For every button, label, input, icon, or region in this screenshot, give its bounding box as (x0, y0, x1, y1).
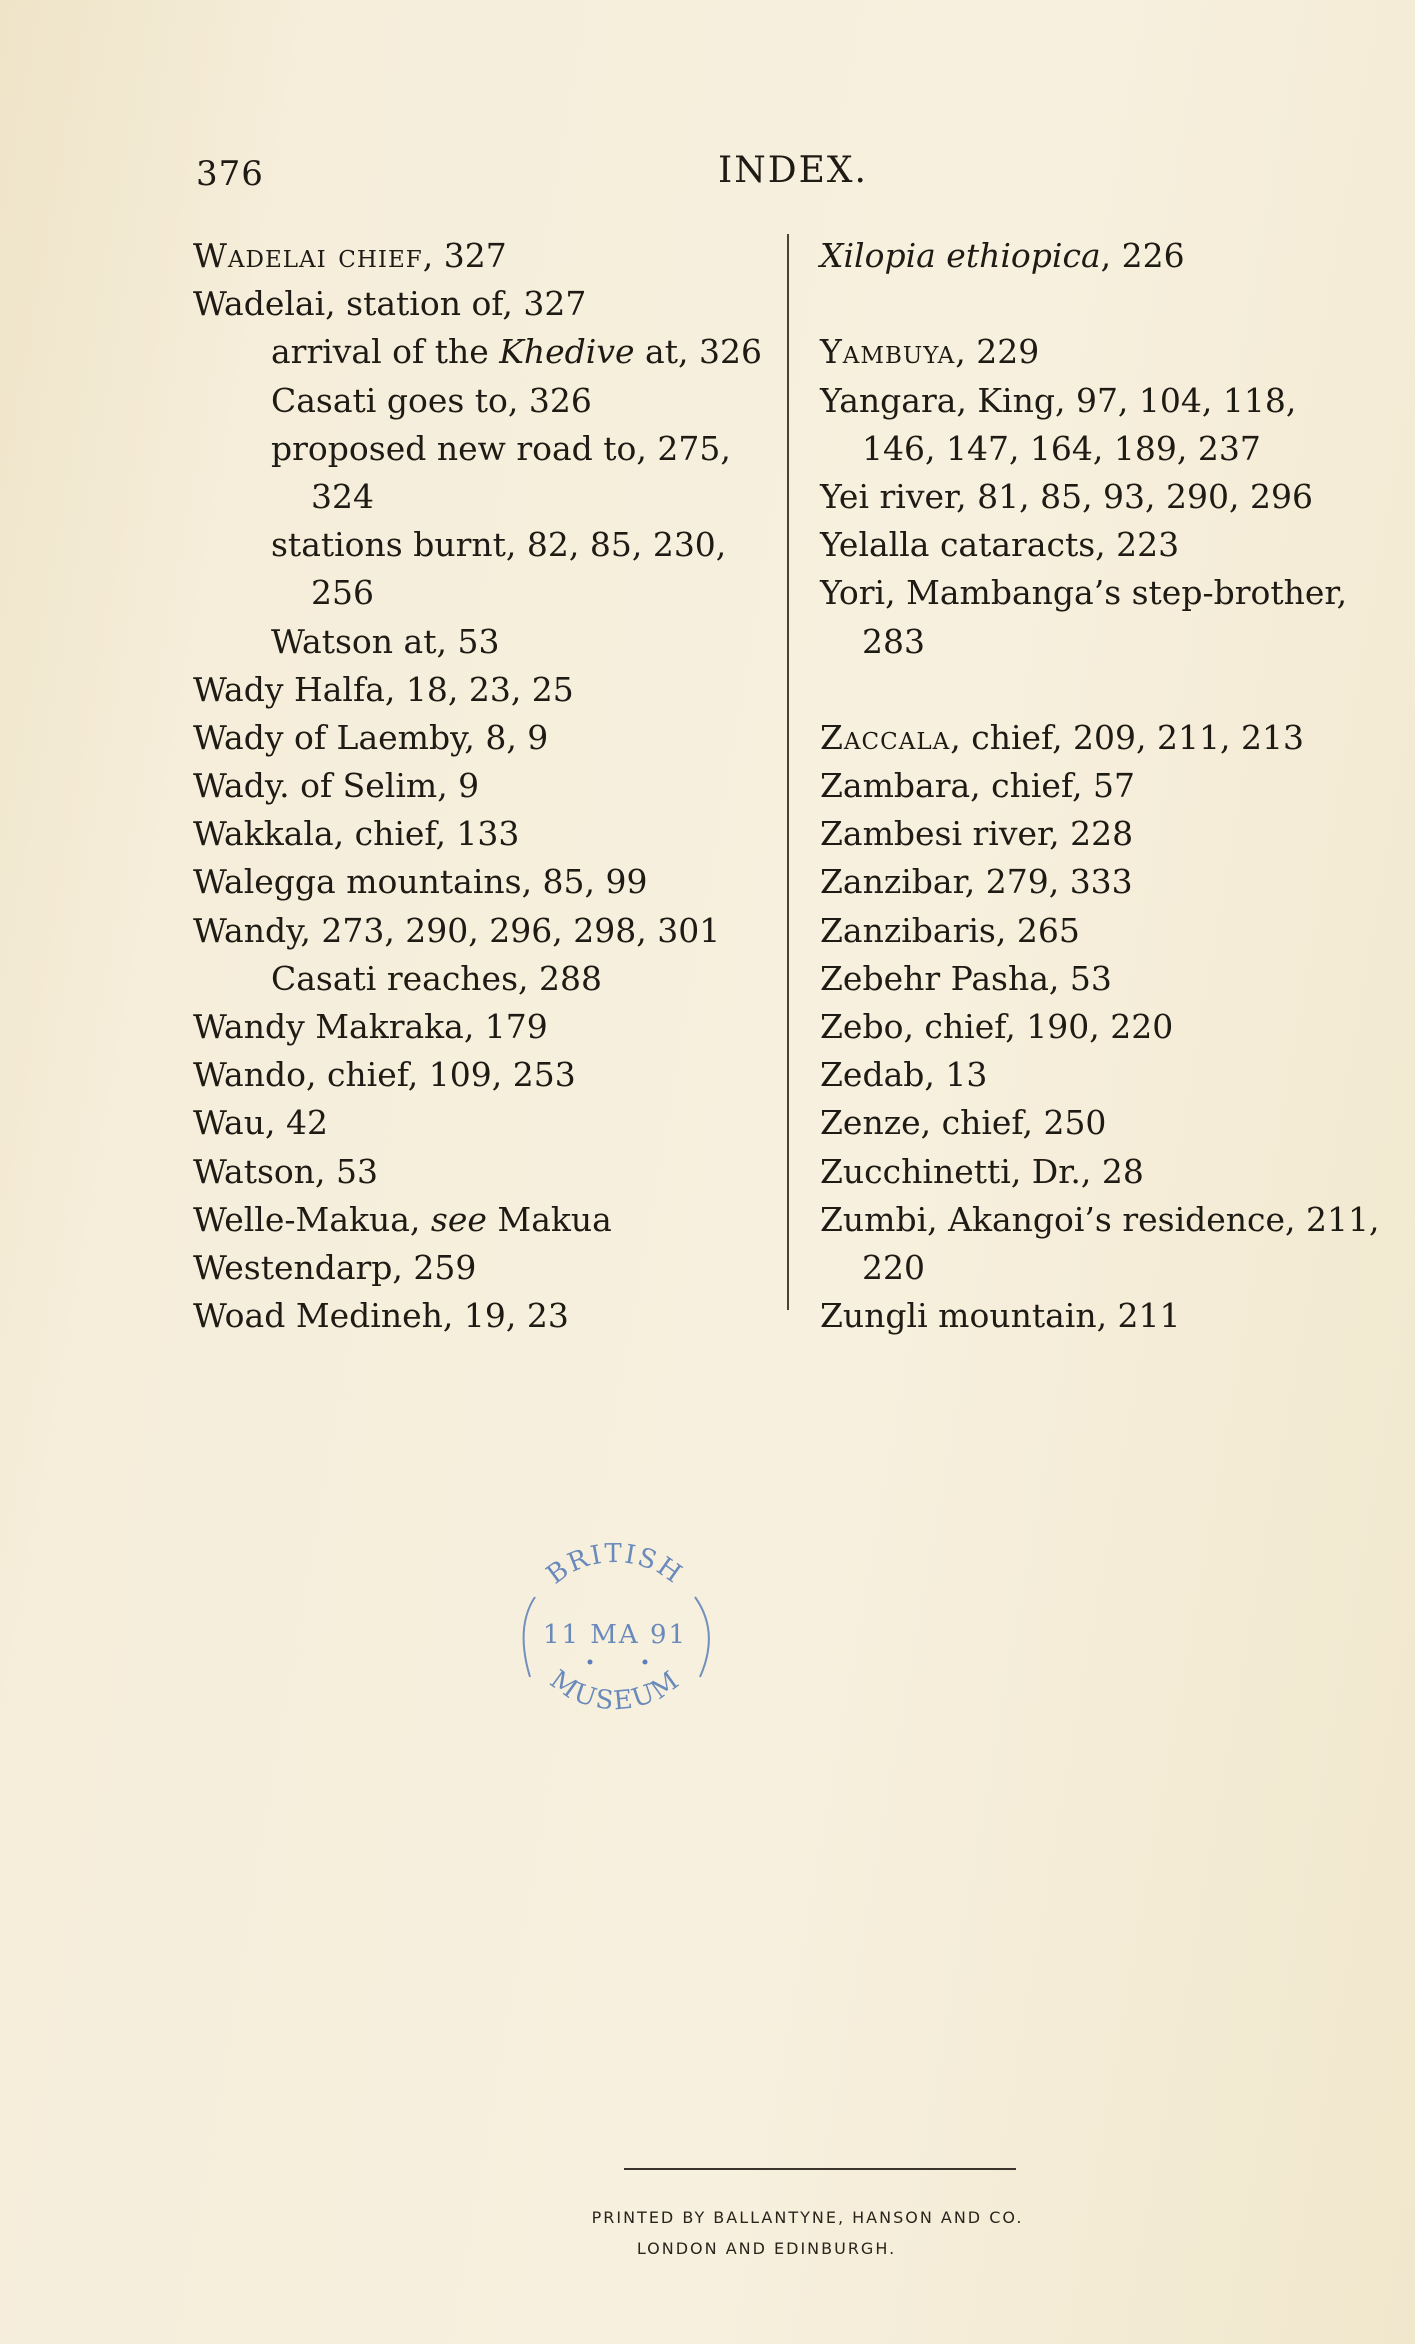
index-subentry (193, 618, 773, 666)
printer-location: LONDON AND EDINBURGH. (636, 2239, 897, 2258)
index-entry-text: Wakkala, chief, 133 (193, 814, 520, 854)
index-entry (193, 714, 773, 762)
index-entry (193, 666, 773, 714)
index-entry (193, 858, 773, 906)
index-entry-text: at, 326 (634, 332, 762, 372)
index-entry (820, 1196, 1405, 1244)
index-subentry (820, 618, 1405, 666)
index-entry (820, 907, 1405, 955)
index-entry-text: 146, 147, 164, 189, 237 (862, 428, 1261, 468)
index-entry-text: Zanzibar, 279, 333 (820, 862, 1133, 902)
index-entry (820, 762, 1405, 810)
index-entry (820, 473, 1405, 521)
index-entry (193, 1196, 773, 1244)
index-entry-text: , chief, 209, 211, 213 (950, 717, 1304, 757)
index-subentry (193, 425, 773, 473)
index-entry (193, 1051, 773, 1099)
index-entry-text: Wady Halfa, 18, 23, 25 (193, 669, 574, 709)
index-subentry (193, 569, 773, 617)
index-entry (193, 232, 773, 280)
index-entry-text: Wadelai, station of, 327 (193, 284, 587, 324)
index-entry-text: Zambara, chief, 57 (820, 766, 1135, 806)
index-entry-text: , 327 (422, 236, 507, 275)
index-subentry (820, 425, 1405, 473)
index-entry-text: Zanzibaris, 265 (820, 910, 1080, 950)
index-entry-text: Wando, chief, 109, 253 (193, 1055, 576, 1095)
index-entry-text: , 229 (955, 332, 1040, 372)
index-entry (193, 1003, 773, 1051)
index-entry-text: 220 (862, 1247, 925, 1287)
footer-rule (624, 2168, 1016, 2170)
index-entry (193, 1244, 773, 1292)
index-entry (820, 1148, 1405, 1196)
index-entry (193, 280, 773, 328)
index-entry-text: Zumbi, Akangoi’s residence, 211, (820, 1199, 1380, 1239)
index-gap (820, 666, 1405, 714)
index-entry-text: Zucchinetti, Dr., 28 (820, 1151, 1144, 1191)
index-entry (820, 858, 1405, 906)
index-entry-text: , 226 (1100, 236, 1185, 275)
index-entry-text: Zambesi river, 228 (820, 814, 1134, 854)
index-entry-text: 324 (311, 476, 374, 516)
index-entry-text: Watson, 53 (193, 1151, 379, 1191)
index-entry-text: Casati goes to, 326 (271, 380, 592, 420)
stamp-date: 11 MA 91 (542, 1620, 688, 1650)
index-entry (820, 1099, 1405, 1147)
index-entry-text: Zenze, chief, 250 (820, 1103, 1107, 1143)
index-entry-text: Wady. of Selim, 9 (193, 766, 480, 806)
stamp-bottom-text: MUSEUM (544, 1664, 686, 1717)
index-entry (820, 810, 1405, 858)
british-museum-stamp-icon (505, 1537, 725, 1717)
index-entry-text: Wadelai chief (193, 236, 423, 275)
index-entry-text: see (430, 1199, 487, 1239)
index-subentry (820, 1244, 1405, 1292)
index-entry-text: Wandy Makraka, 179 (193, 1007, 548, 1046)
index-entry-text: Welle-Makua, (193, 1199, 431, 1239)
index-entry-text: Xilopia ethiopica (820, 236, 1101, 275)
index-entry-text: 283 (862, 621, 925, 661)
index-entry-text: arrival of the (271, 332, 500, 372)
index-entry (820, 377, 1405, 425)
stamp-top-text: BRITISH (541, 1538, 689, 1591)
index-subentry (193, 328, 773, 376)
index-entry (820, 569, 1405, 617)
index-entry (193, 1292, 773, 1340)
index-entry-text: Zedab, 13 (820, 1055, 988, 1095)
index-entry (820, 1003, 1405, 1051)
index-entry (193, 1148, 773, 1196)
index-entry-text: Watson at, 53 (271, 621, 500, 661)
index-entry (193, 907, 773, 955)
index-entry-text: Wau, 42 (193, 1103, 328, 1143)
index-entry-text: 256 (311, 573, 374, 613)
printer-line: PRINTED BY BALLANTYNE, HANSON AND CO. (591, 2208, 1024, 2227)
index-subentry (193, 521, 773, 569)
index-entry-text: Zaccala (820, 717, 951, 757)
index-entry (820, 1292, 1405, 1340)
index-entry-text: Yelalla cataracts, 223 (820, 525, 1180, 565)
index-entry-text: Khedive (499, 332, 635, 372)
index-entry-text: Zebehr Pasha, 53 (820, 958, 1112, 998)
index-entry (820, 521, 1405, 569)
index-entry (820, 714, 1405, 762)
index-entry-text: Wady of Laemby, 8, 9 (193, 717, 549, 757)
index-subentry (193, 377, 773, 425)
index-entry-text: stations burnt, 82, 85, 230, (271, 525, 727, 565)
index-entry-text: Walegga mountains, 85, 99 (193, 862, 648, 902)
index-entry-text: Zebo, chief, 190, 220 (820, 1007, 1174, 1046)
index-subentry (193, 955, 773, 1003)
index-entry (193, 810, 773, 858)
index-entry-text: proposed new road to, 275, (271, 428, 731, 468)
index-entry (820, 232, 1405, 280)
column-divider (787, 234, 789, 1310)
index-entry (193, 762, 773, 810)
index-column-left (193, 232, 773, 1340)
index-entry-text: Yori, Mambanga’s step-brother, (820, 573, 1348, 613)
index-entry-text: Westendarp, 259 (193, 1247, 477, 1287)
index-column-right (820, 232, 1405, 1340)
index-entry (820, 955, 1405, 1003)
index-entry-text: Casati reaches, 288 (271, 958, 602, 998)
index-entry-text: Makua (486, 1199, 612, 1239)
index-entry (820, 1051, 1405, 1099)
page-number: 376 (196, 154, 264, 194)
index-entry-text: Yambuya (820, 332, 956, 372)
index-entry (193, 1099, 773, 1147)
index-entry-text: Yei river, 81, 85, 93, 290, 296 (820, 476, 1313, 516)
running-head: INDEX. (718, 150, 868, 191)
index-gap (820, 280, 1405, 328)
index-subentry (193, 473, 773, 521)
index-entry-text: Wandy, 273, 290, 296, 298, 301 (193, 910, 721, 950)
index-entry (820, 328, 1405, 376)
index-entry-text: Woad Medineh, 19, 23 (193, 1296, 569, 1336)
index-entry-text: Zungli mountain, 211 (820, 1296, 1181, 1336)
index-entry-text: Yangara, King, 97, 104, 118, (820, 380, 1297, 420)
